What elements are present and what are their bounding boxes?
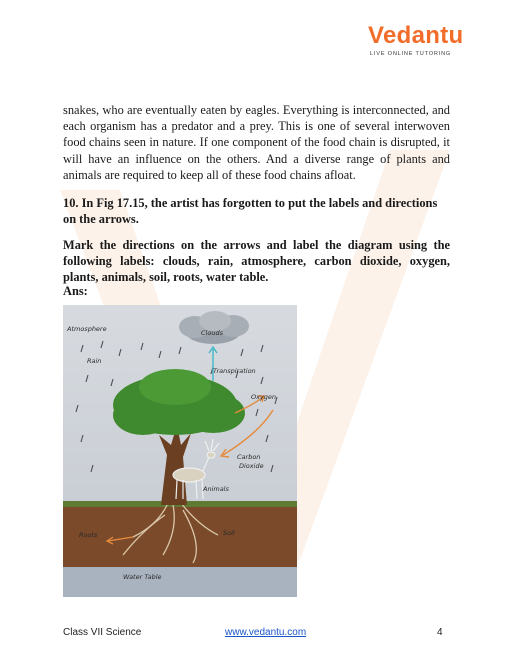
- label-water-table: Water Table: [123, 573, 162, 581]
- question-number: 10.: [63, 196, 79, 210]
- label-rain: Rain: [87, 357, 102, 365]
- label-oxygen: Oxygen: [251, 393, 277, 401]
- diagram-illustration: [63, 305, 297, 597]
- footer-class-label: Class VII Science: [63, 627, 142, 638]
- label-transpiration: Transpiration: [213, 367, 256, 375]
- label-clouds: Clouds: [201, 329, 223, 337]
- footer-website-link[interactable]: www.vedantu.com: [225, 627, 307, 638]
- label-roots: Roots: [79, 531, 98, 539]
- label-animals: Animals: [203, 485, 229, 493]
- question-instruction: Mark the directions on the arrows and label the diagram using the following labels: clouds, rain, atmosphere, carbon dioxide, oxygen, plants, animals, soil, roots, water table.: [63, 238, 450, 285]
- logo-tagline: LIVE ONLINE TUTORING: [370, 51, 452, 57]
- label-soil: Soil: [223, 529, 235, 537]
- question-text: In Fig 17.15, the artist has forgotten to put the labels and directions on the arrows.: [63, 196, 438, 227]
- label-atmosphere: Atmosphere: [67, 325, 107, 333]
- body-paragraph: snakes, who are eventually eaten by eagles. Everything is interconnected, and each organism has a predator and a prey. This is one of several interwoven food chains seen in nature. If one component of the food chain is disrupted, it will have an influence on the others. And a diverse range of plants and animals are required to keep all of these food chains afloat.: [63, 103, 450, 182]
- label-carbon-dioxide-line1: Carbon: [237, 453, 261, 461]
- water-cycle-diagram: [63, 305, 297, 597]
- question-10: [63, 195, 450, 227]
- footer-page-number: 4: [437, 627, 443, 638]
- label-carbon-dioxide-line2: Dioxide: [239, 462, 264, 470]
- logo-wordmark: Vedantu: [368, 22, 464, 49]
- answer-label: Ans:: [63, 284, 88, 298]
- vedantu-logo: [356, 22, 464, 62]
